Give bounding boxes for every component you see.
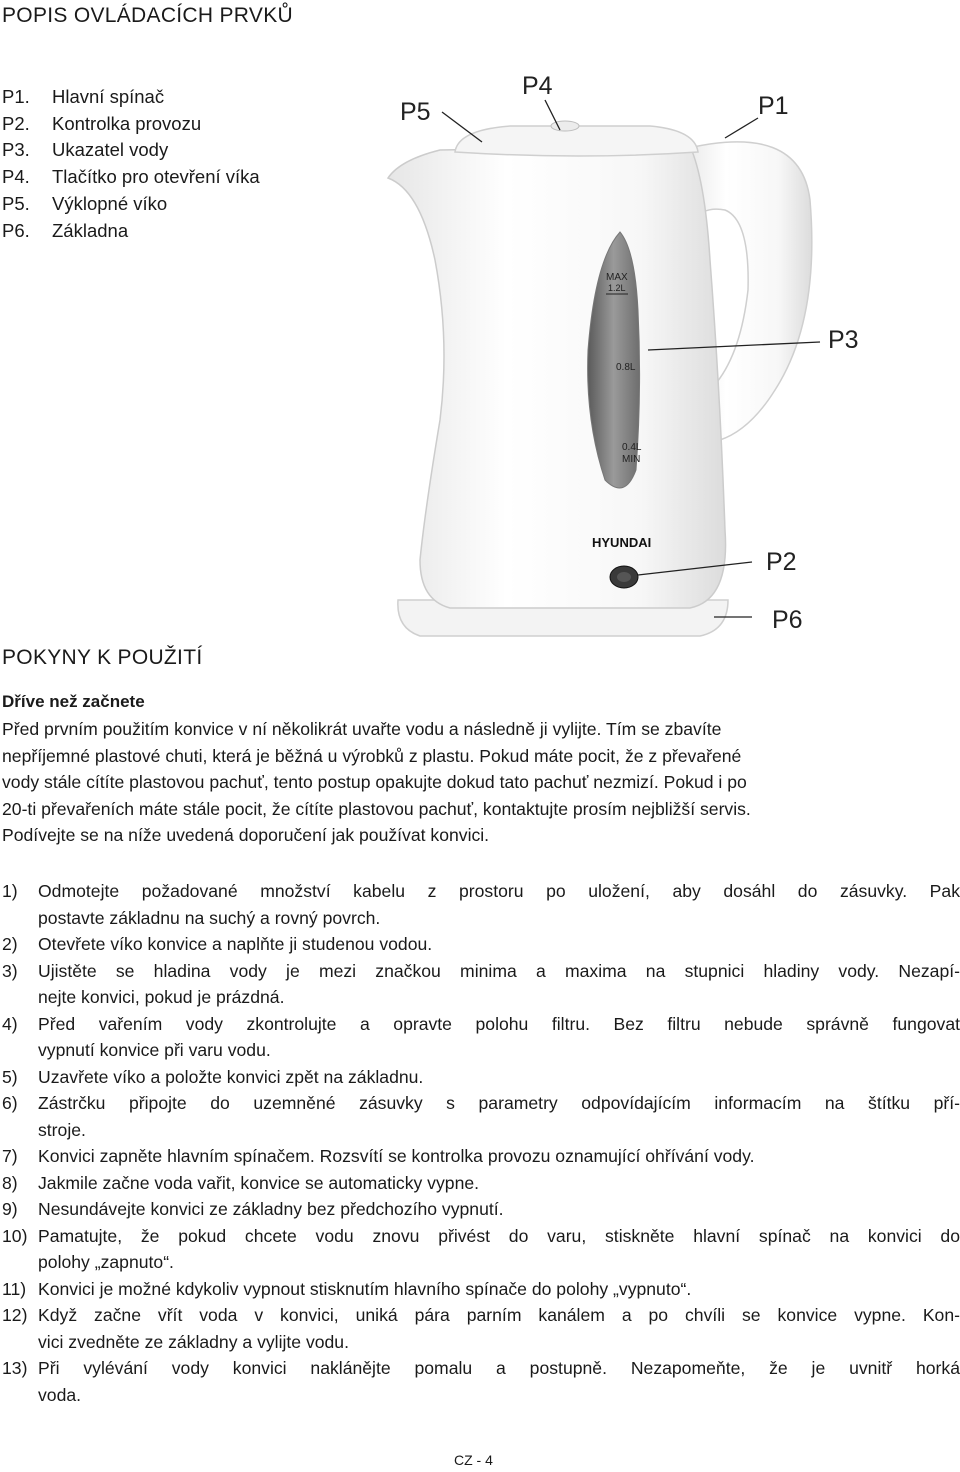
parts-list: [2, 84, 260, 244]
callout-p3: P3: [828, 326, 859, 354]
instruction-item: [2, 878, 960, 931]
scale-mid-volume: 0.8L: [616, 362, 636, 373]
step-text: Odmotejte požadované množství kabelu z prostoru po uložení, aby dosáhl do zásuvky. Pak: [38, 881, 960, 901]
part-label: Výklopné víko: [52, 192, 168, 214]
step-text: Uzavřete víko a položte konvici zpět na základnu.: [38, 1066, 424, 1087]
parts-list-item: [2, 191, 260, 218]
part-label: Kontrolka provozu: [52, 112, 202, 134]
part-number: P5.: [2, 192, 30, 214]
section-title-usage: POKYNY K POUŽITÍ: [2, 646, 203, 669]
instruction-list: [2, 878, 960, 1408]
parts-list-item: [2, 164, 260, 191]
subheading: Dříve než začnete: [2, 692, 145, 711]
callout-p1: P1: [758, 92, 789, 120]
instruction-item: [2, 1143, 960, 1170]
intro-paragraph: [2, 716, 958, 849]
step-number: 9): [2, 1199, 18, 1219]
parts-list-item: [2, 84, 260, 111]
callout-p2: P2: [766, 548, 797, 576]
callout-p4: P4: [522, 72, 553, 100]
step-number: 11): [2, 1278, 27, 1299]
leader-line-p5: [442, 112, 482, 142]
step-number: 6): [2, 1093, 18, 1113]
step-text: Při vylévání vody konvici naklánějte pomalu a postupně. Nezapomeňte, že je uvnitř horká: [38, 1358, 960, 1378]
step-text: stroje.: [38, 1119, 86, 1140]
intro-line: Podívejte se na níže uvedená doporučení jak používat konvici.: [2, 825, 490, 846]
instruction-item: [2, 931, 960, 958]
scale-min-label: MIN: [622, 454, 641, 465]
step-number: 5): [2, 1066, 18, 1087]
intro-line: vody stále cítíte plastovou pachuť, tento postup opakujte dokud tato pachuť nezmizí. Pokud i po: [2, 772, 747, 793]
step-text: Konvici zapněte hlavním spínačem. Rozsvítí se kontrolka provozu oznamující ohřívání vody.: [38, 1146, 755, 1166]
step-number: 7): [2, 1146, 18, 1166]
lid-button-shape: [551, 121, 579, 131]
instruction-item: [2, 1302, 960, 1355]
instruction-item: [2, 1223, 960, 1276]
part-label: Tlačítko pro otevření víka: [52, 166, 260, 188]
instruction-item: [2, 1064, 960, 1091]
step-text: Před vařením vody zkontrolujte a opravte polohu filtru. Bez filtru nebude správně fungovat: [38, 1013, 960, 1034]
step-number: 13): [2, 1358, 28, 1378]
step-text: vici zvedněte ze základny a vylijte vodu.: [38, 1331, 349, 1352]
step-text: Když začne vřít voda v konvici, uniká pára parním kanálem a po chvíli se konvice vypne. Kon-: [38, 1305, 960, 1325]
step-text: Nesundávejte konvici ze základny bez předchozího vypnutí.: [38, 1199, 504, 1219]
step-number: 1): [2, 881, 18, 901]
section-title-controls: POPIS OVLÁDACÍCH PRVKŮ: [2, 4, 293, 27]
instruction-item: [2, 1090, 960, 1143]
scale-min-volume: 0.4L: [622, 442, 642, 453]
leader-line-p1: [725, 118, 758, 138]
instruction-item: [2, 1011, 960, 1064]
page-number: CZ - 4: [454, 1452, 493, 1468]
step-number: 3): [2, 960, 18, 981]
instruction-item: [2, 1170, 960, 1197]
part-label: Ukazatel vody: [52, 139, 169, 161]
intro-line: nepříjemné plastové chuti, která je běžná u výrobků z plastu. Pokud máte pocit, že z převařené: [2, 745, 742, 766]
part-number: P2.: [2, 112, 30, 134]
part-label: Základna: [52, 219, 129, 241]
step-text: Ujistěte se hladina vody je mezi značkou minima a maxima na stupnici hladiny vody. Nezapí-: [38, 960, 960, 981]
parts-list-item: [2, 111, 260, 138]
step-text: nejte konvici, pokud je prázdná.: [38, 987, 285, 1007]
parts-list-item: [2, 218, 260, 245]
step-text: Zástrčku připojte do uzemněné zásuvky s parametry odpovídajícím informacím na štítku pří-: [38, 1093, 960, 1113]
step-number: 8): [2, 1172, 18, 1193]
scale-max-volume: 1.2L: [608, 283, 626, 293]
parts-list-item: [2, 137, 260, 164]
brand-logo: HYUNDAI: [592, 535, 652, 550]
intro-line: Před prvním použitím konvice v ní několikrát uvařte vodu a následně ji vylijte. Tím se zbavíte: [2, 719, 722, 739]
part-number: P6.: [2, 219, 30, 241]
part-number: P4.: [2, 166, 30, 188]
step-number: 4): [2, 1013, 18, 1034]
step-text: Konvici je možné kdykoliv vypnout stisknutím hlavního spínače do polohy „vypnuto“.: [38, 1278, 692, 1299]
step-text: Otevřete víko konvice a naplňte ji studenou vodou.: [38, 934, 433, 954]
power-indicator-light: [617, 572, 631, 582]
step-text: voda.: [38, 1384, 82, 1405]
step-text: polohy „zapnuto“.: [38, 1252, 174, 1272]
instruction-item: [2, 1196, 960, 1223]
kettle-illustration: [380, 60, 960, 660]
part-number: P3.: [2, 139, 30, 161]
step-text: Jakmile začne voda vařit, konvice se automaticky vypne.: [38, 1172, 480, 1193]
instruction-item: [2, 1355, 960, 1408]
callout-p5: P5: [400, 98, 431, 126]
callout-p6: P6: [772, 606, 803, 634]
step-text: postavte základnu na suchý a rovný povrch.: [38, 907, 381, 928]
kettle-body-shape: [388, 146, 726, 608]
instruction-item: [2, 958, 960, 1011]
kettle-diagram: [380, 60, 960, 660]
instruction-item: [2, 1276, 960, 1303]
step-text: vypnutí konvice při varu vodu.: [38, 1040, 271, 1060]
step-number: 2): [2, 934, 18, 954]
intro-line: 20-ti převařeních máte stále pocit, že cítíte plastovou pachuť, kontaktujte prosím nejbližší servis.: [2, 798, 751, 819]
step-text: Pamatujte, že pokud chcete vodu znovu přivést do varu, stiskněte hlavní spínač na konvici do: [38, 1225, 960, 1246]
step-number: 12): [2, 1305, 28, 1325]
part-number: P1.: [2, 86, 30, 107]
kettle-lid-shape: [455, 126, 698, 156]
step-number: 10): [2, 1225, 28, 1246]
scale-max-label: MAX: [606, 272, 628, 283]
part-label: Hlavní spínač: [52, 86, 165, 107]
